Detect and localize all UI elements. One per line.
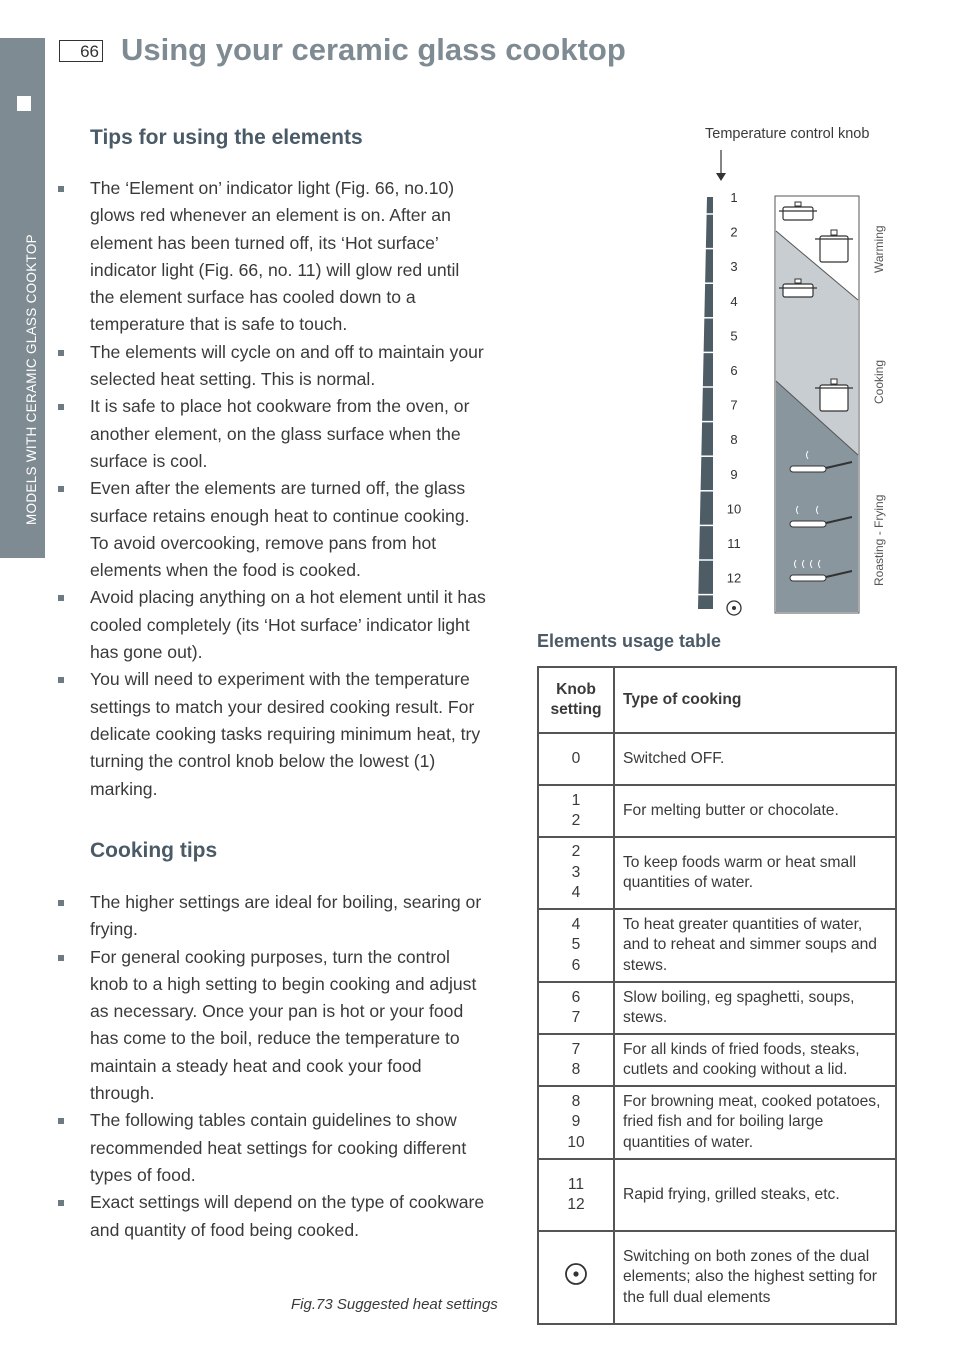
type-cell: For browning meat, cooked potatoes, fried fish and for boiling large quantities of water. <box>614 1086 896 1159</box>
knob-cell <box>538 837 614 909</box>
tips-list <box>58 175 488 803</box>
knob-value: 9 <box>571 1113 581 1131</box>
knob-value: 1 <box>571 791 581 809</box>
scale-label: 6 <box>730 363 738 378</box>
bullet-icon <box>58 404 64 410</box>
header-knob-line: setting <box>550 701 602 718</box>
bullet-icon <box>58 350 64 356</box>
knob-cell <box>538 733 614 785</box>
type-cell: Switching on both zones of the dual elements; also the highest setting for the full dual elements <box>614 1231 896 1324</box>
header-type: Type of cooking <box>614 667 896 733</box>
knob-cell <box>538 982 614 1034</box>
scale-label: 2 <box>730 224 738 240</box>
type-cell: Slow boiling, eg spaghetti, soups, stews. <box>614 982 896 1034</box>
list-item <box>58 475 488 584</box>
bullet-icon <box>58 595 64 601</box>
side-tab-label: MODELS WITH CERAMIC GLASS COOKTOP <box>24 234 39 525</box>
list-item <box>58 584 488 666</box>
usage-table <box>537 666 897 1325</box>
knob-value: 8 <box>571 1092 581 1110</box>
knob-value: 2 <box>571 843 581 861</box>
cooking-tips-heading: Cooking tips <box>90 839 218 862</box>
knob-value: 11 <box>567 1175 585 1193</box>
table-row <box>538 1034 896 1086</box>
bullet-icon <box>58 1200 64 1206</box>
dual-element-icon <box>727 601 741 615</box>
figure-caption: Fig.73 Suggested heat settings <box>291 1296 498 1313</box>
table-row <box>538 837 896 909</box>
list-item <box>58 1107 488 1189</box>
table-header-row <box>538 667 896 733</box>
header-knob-line: Knob <box>556 680 596 698</box>
table-title: Elements usage table <box>537 631 722 651</box>
zone-label-roasting: Roasting - Frying <box>872 494 886 586</box>
bullet-icon <box>58 186 64 192</box>
scale-label: 11 <box>727 536 741 551</box>
bullet-icon <box>58 900 64 906</box>
table-row <box>538 909 896 982</box>
knob-cell <box>538 1086 614 1159</box>
type-cell: To heat greater quantities of water, and to reheat and simmer soups and stews. <box>614 909 896 982</box>
list-item <box>58 944 488 1108</box>
table-row <box>538 1159 896 1231</box>
list-item <box>58 889 488 944</box>
knob-cell <box>538 1159 614 1231</box>
zone-label-cooking: Cooking <box>872 359 886 404</box>
page-number: 66 <box>59 40 103 62</box>
knob-value: 6 <box>571 956 581 974</box>
knob-value: 3 <box>571 863 581 881</box>
list-item-text: For general cooking purposes, turn the control knob to a high setting to begin cooking and adjust as necessary. Once your pan is hot or your food has come to the boil, reduce the temperature to maintain a steady heat and cook your food through. <box>90 946 477 1104</box>
header-knob <box>538 667 614 733</box>
scale-label: 3 <box>730 259 738 275</box>
dual-element-icon <box>563 1261 589 1287</box>
knob-value: 12 <box>567 1196 585 1213</box>
scale-label: 10 <box>726 501 742 517</box>
page-title: Using your ceramic glass cooktop <box>121 32 626 67</box>
table-row <box>538 1086 896 1159</box>
knob-value: 5 <box>571 936 581 954</box>
knob-value: 4 <box>571 884 581 902</box>
scale-label: 1 <box>730 190 738 205</box>
type-cell: Switched OFF. <box>614 733 896 785</box>
knob-value: 2 <box>571 812 581 829</box>
scale-label: 8 <box>730 432 738 448</box>
knob-cell <box>538 909 614 982</box>
side-tab-marker <box>17 96 31 111</box>
cooking-tips-list <box>58 889 488 1244</box>
scale-label: 7 <box>730 397 738 413</box>
heat-settings-diagram <box>690 145 900 620</box>
knob-value: 8 <box>571 1061 581 1078</box>
list-item-text: You will need to experiment with the temperature settings to match your desired cooking result. For delicate cooking tasks requiring minimum heat, try turning the control knob below the lowest (1) marking. <box>90 669 481 799</box>
knob-value: 7 <box>571 1040 581 1058</box>
list-item-text: The higher settings are ideal for boiling, searing or frying. <box>90 892 482 940</box>
bullet-icon <box>58 1118 64 1124</box>
table-row <box>538 1231 896 1324</box>
scale-label: 12 <box>726 570 742 586</box>
scale-label: 9 <box>730 466 738 482</box>
scale-label: 4 <box>730 293 738 309</box>
list-item <box>58 666 488 802</box>
type-cell: Rapid frying, grilled steaks, etc. <box>614 1159 896 1231</box>
list-item <box>58 175 488 339</box>
intensity-wedge <box>698 197 713 609</box>
knob-value: 4 <box>571 915 581 933</box>
list-item-text: Even after the elements are turned off, the glass surface retains enough heat to continue cooking. To avoid overcooking, remove pans from hot elements when the food is cooked. <box>90 478 470 581</box>
diagram-label: Temperature control knob <box>705 126 870 142</box>
list-item-text: The elements will cycle on and off to maintain your selected heat setting. This is normal. <box>90 341 484 390</box>
table-row <box>538 733 896 785</box>
tips-heading: Tips for using the elements <box>90 126 363 149</box>
knob-value: 10 <box>567 1133 585 1151</box>
knob-value: 6 <box>571 988 581 1006</box>
table-row <box>538 982 896 1034</box>
arrow-head <box>716 173 726 181</box>
type-cell: For all kinds of fried foods, steaks, cutlets and cooking without a lid. <box>614 1034 896 1086</box>
list-item-text: Avoid placing anything on a hot element until it has cooled completely (its ‘Hot surface’ indicator light has gone out). <box>90 587 486 663</box>
table-row <box>538 785 896 837</box>
bullet-icon <box>58 955 64 961</box>
list-item-text: Exact settings will depend on the type of cookware and quantity of food being cooked. <box>90 1192 485 1240</box>
bullet-icon <box>58 486 64 492</box>
bullet-icon <box>58 677 64 683</box>
knob-cell <box>538 785 614 837</box>
list-item <box>58 339 488 394</box>
knob-value: 7 <box>571 1009 581 1026</box>
knob-value: 0 <box>571 749 581 767</box>
zone-label-warming: Warming <box>872 225 886 273</box>
list-item-text: It is safe to place hot cookware from the oven, or another element, on the glass surface when the surface is cool. <box>90 396 470 471</box>
list-item-text: The following tables contain guidelines to show recommended heat settings for cooking different types of food. <box>90 1110 467 1185</box>
type-cell: For melting butter or chocolate. <box>614 785 896 837</box>
list-item-text: The ‘Element on’ indicator light (Fig. 66, no.10) glows red whenever an element is on. After an element has been turned off, its ‘Hot surface’ indicator light (Fig. 66, no. 11) will glow red until the element surface has cooled down to a temperature that is safe to touch. <box>90 178 460 335</box>
knob-cell <box>538 1034 614 1086</box>
list-item <box>58 1189 488 1244</box>
type-cell: To keep foods warm or heat small quantities of water. <box>614 837 896 909</box>
list-item <box>58 393 488 475</box>
scale-label: 5 <box>730 328 738 344</box>
knob-cell <box>538 1231 614 1324</box>
